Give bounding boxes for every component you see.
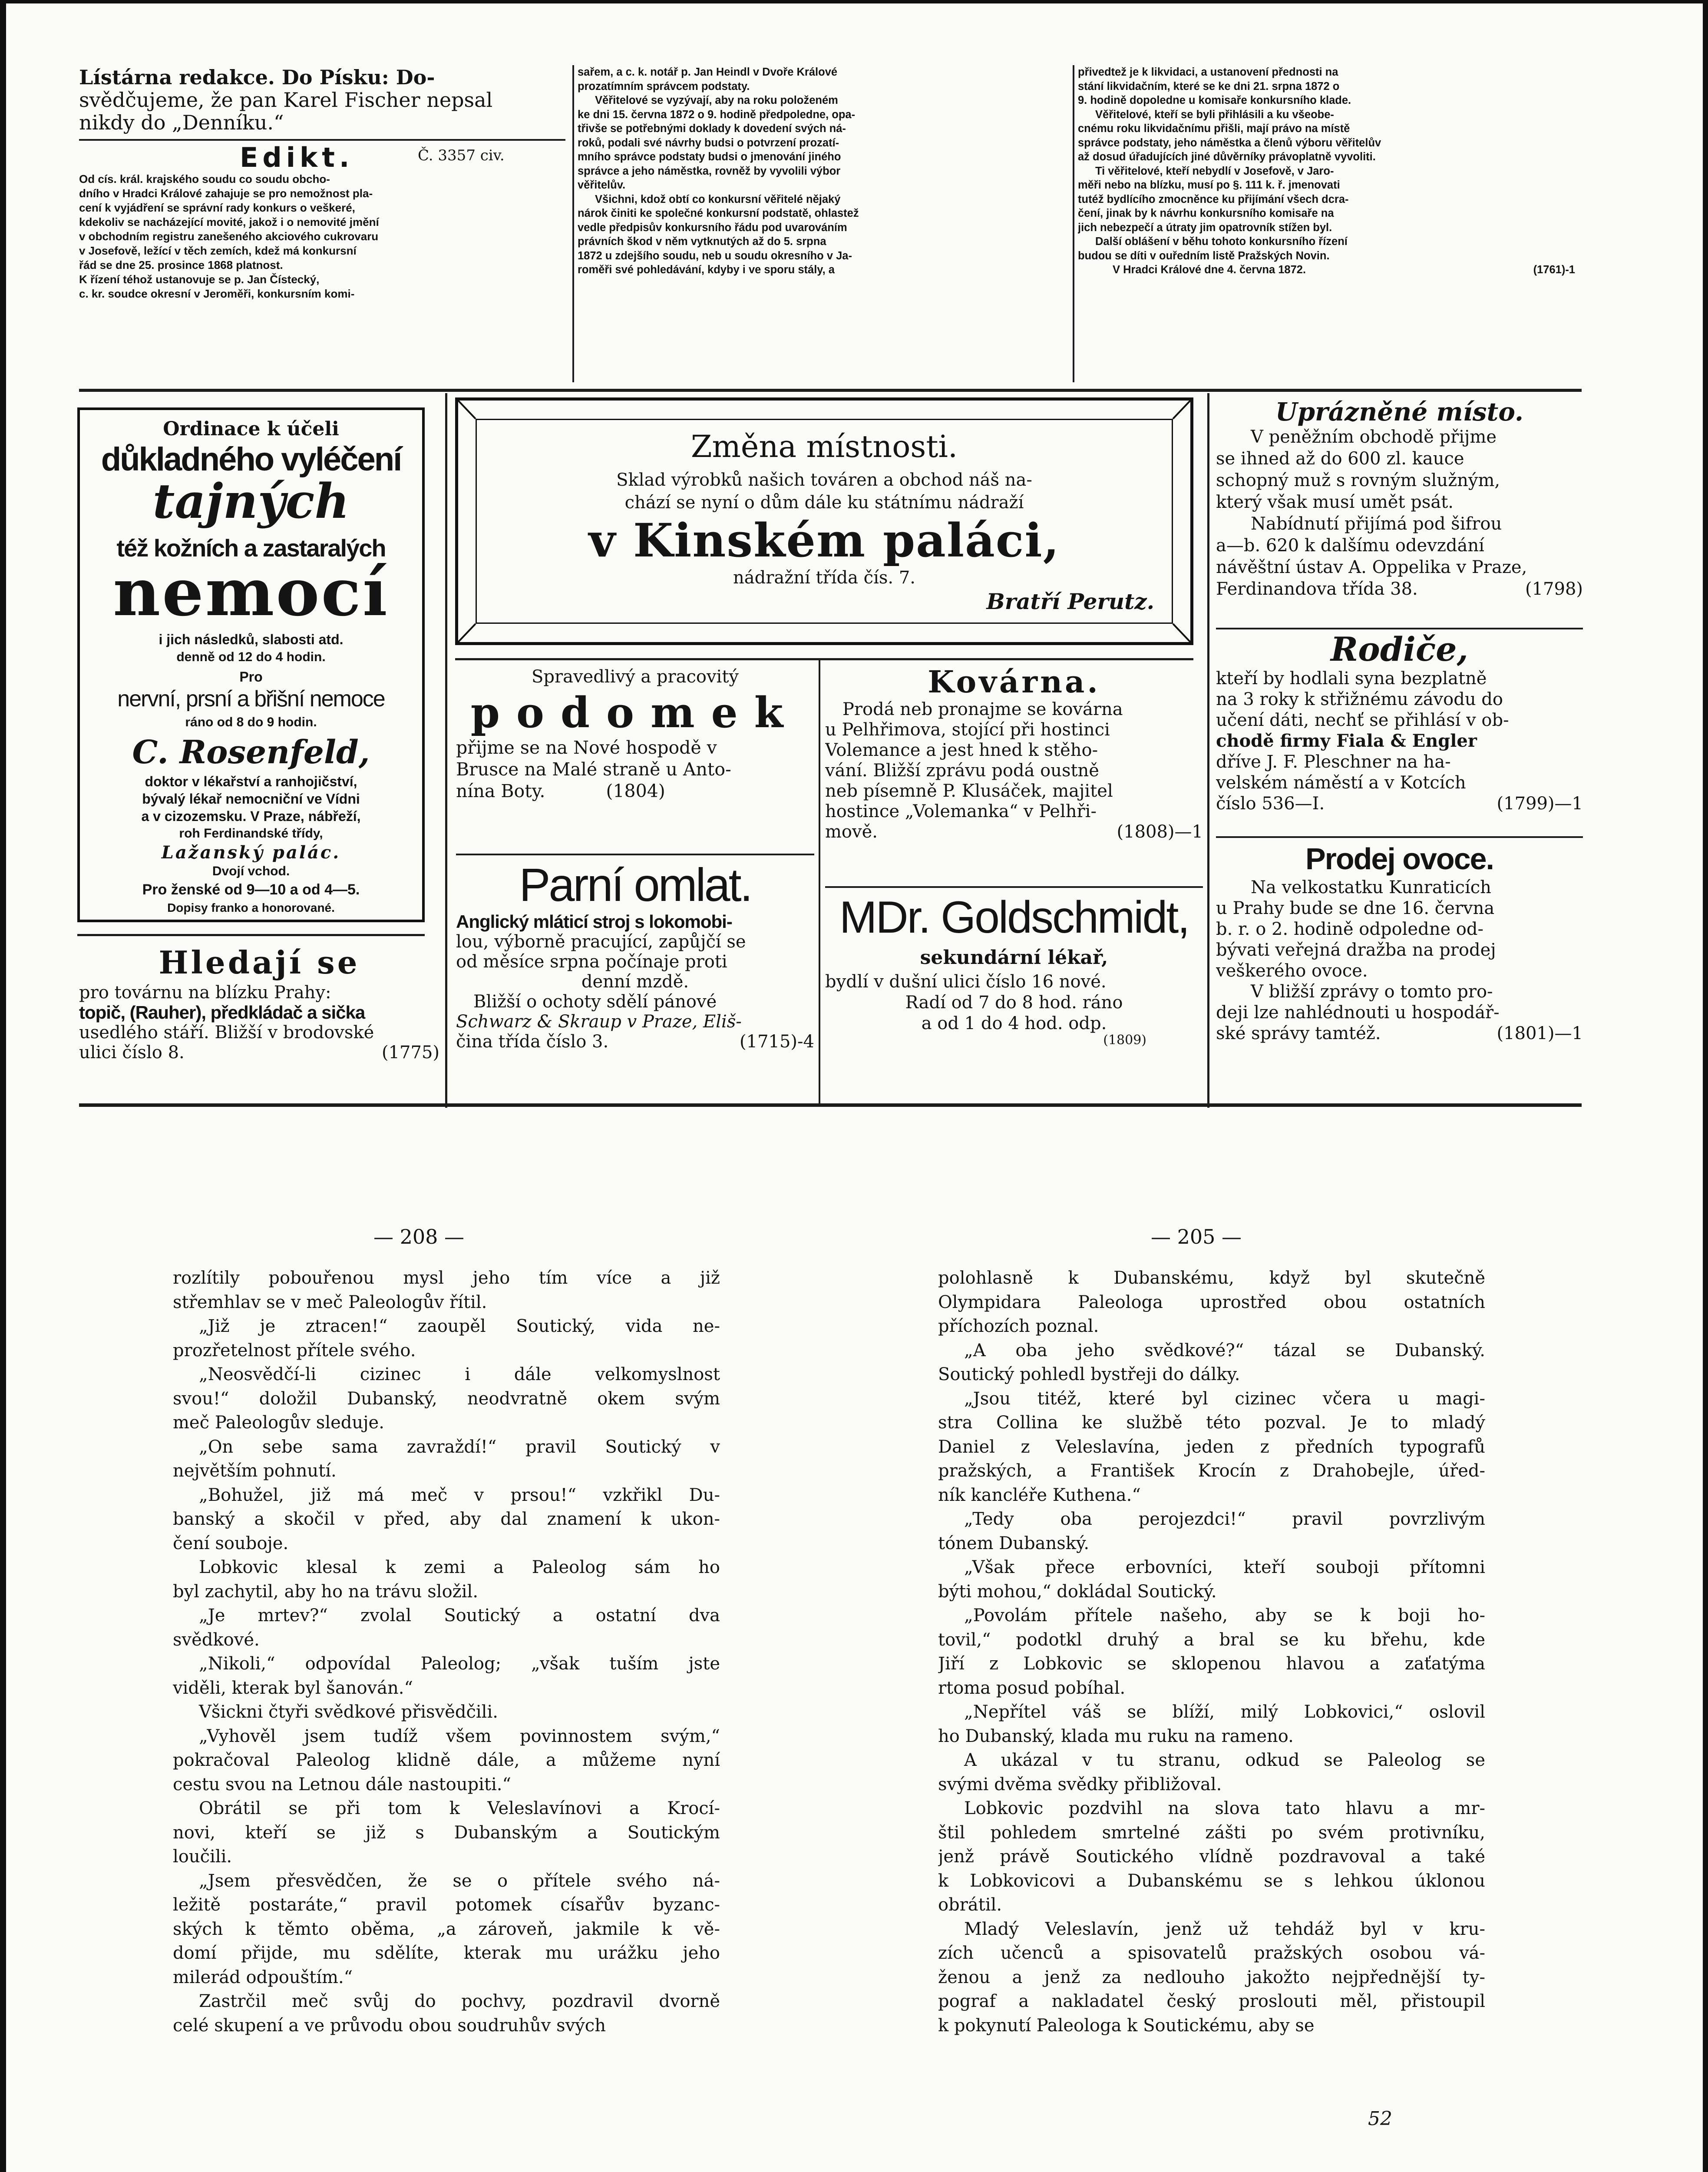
ordinace-line: nemocí — [113, 554, 389, 631]
misto-title: Uprázněné místo. — [1275, 397, 1524, 427]
text-line: milerád odpouštím.“ — [173, 1967, 353, 1987]
konkurs-line: prozatímním správcem podstaty. — [578, 80, 750, 93]
text-line: čení souboje. — [173, 1533, 289, 1553]
text-line: „Již je ztracen!“ zaoupěl Soutický, vida ne- — [199, 1316, 720, 1336]
ad-number: (1715)-4 — [740, 1032, 814, 1052]
text-line: viděli, kterak byl šanován.“ — [173, 1678, 413, 1698]
rule — [456, 854, 814, 855]
kovarna-line: vání. Bližší zprávu podá oustně — [825, 761, 1099, 781]
text-line: „Nepřítel váš se blíží, milý Lobkovici,“ oslovil — [964, 1702, 1485, 1722]
omlat-line: denní mzdě. — [581, 972, 689, 992]
text-line: zích učenců a spisovatelů pražských osobou vá- — [938, 1943, 1485, 1963]
text-line: „On sebe sama zavraždí!“ pravil Soutický v — [199, 1437, 720, 1457]
text-line: střemhlav se v meč Paleologův řítil. — [173, 1292, 487, 1312]
omlat-title: Parní omlat. — [519, 858, 751, 911]
text-line: domí přijde, mu sdělíte, kterak mu urážku jeho — [173, 1943, 720, 1963]
konkurs-line: roků, podali své návrhy budsi o potvrzení prozatí- — [578, 136, 839, 149]
ovoce-line: bývati veřejná dražba na prodej — [1216, 940, 1496, 960]
ad-number: (1801)—1 — [1497, 1023, 1583, 1043]
konkurs-line: Další oblášení v běhu tohoto konkursního řízení — [1095, 235, 1348, 248]
misto-line: se ihned až do 600 zl. kauce — [1216, 449, 1464, 469]
konkurs-line: cnému roku likvidačnímu přišli, mají právo na místě — [1078, 123, 1350, 135]
text-line: Všickni čtyři svědkové přisvědčili. — [199, 1702, 498, 1722]
text-line: pražských, a František Krocín z Drahobejle, úřed- — [938, 1461, 1485, 1481]
page-number-right-wrap — [934, 1225, 1542, 1251]
text-line: k Lobkovicovi a Dubanskému se s lehkou úklonou — [938, 1871, 1485, 1891]
text-line: rozlítily pobouřenou mysl jeho tím více a již — [173, 1268, 720, 1288]
ad-ovoce — [1216, 841, 1583, 1101]
ordinace-line: nervní, prsní a břišní nemoce — [117, 686, 385, 712]
kovarna-line: u Pelhřimova, stojící při hostinci — [825, 720, 1110, 740]
konkurs-line: sařem, a c. k. notář p. Jan Heindl v Dvoře Králové — [578, 66, 838, 78]
ordinace-doctor-name: C. Rosenfeld, — [132, 734, 370, 771]
zmena-line: nádražní třída čís. 7. — [733, 568, 915, 588]
page-number: — 208 — — [373, 1225, 465, 1248]
edikt-line: řád se dne 25. prosince 1868 platnost. — [79, 258, 283, 272]
goldschmidt-title: MDr. Goldschmidt, — [839, 892, 1189, 943]
text-line: Obrátil se při tom k Veleslavínovi a Krocí- — [199, 1798, 720, 1818]
misto-line: Ferdinandova třída 38. — [1216, 579, 1418, 599]
zmena-big: v Kinském paláci, — [588, 513, 1060, 567]
text-line: Zastrčil meč svůj do pochvy, pozdravil dvorně — [199, 1991, 720, 2011]
goldschmidt-line: bydlí v dušní ulici číslo 16 nové. — [825, 972, 1107, 992]
konkurs-line: Všichni, kdož obtí co konkursní věřitelé nějaký — [595, 193, 841, 205]
zmena-line: chází se nyní o dům dále ku státnímu nádraží — [624, 493, 1024, 513]
konkurs-line: tutéž bydlícího zmocněnce ku přijímání všech dcra- — [1078, 193, 1349, 205]
text-line: pograf a nakladatel český proslouti měl, přistoupil — [938, 1991, 1485, 2011]
edikt-line: cení k vyjádření se správní rady konkurs o veškeré, — [79, 201, 355, 214]
text-line: ských k těmto oběma, „a zároveň, jakmile k vě- — [173, 1919, 720, 1939]
text-line: „Je mrtev?“ zvolal Soutický a ostatní dva — [199, 1606, 720, 1626]
edikt-line: K řízení téhož ustanovuje se p. Jan Čístecký, — [79, 273, 320, 286]
edikt-line: dního v Hradci Králové zahajuje se pro nemožnost pla- — [79, 187, 373, 200]
text-line: největším pohnutí. — [173, 1461, 337, 1481]
ovoce-line: ské správy tamtéž. — [1216, 1023, 1381, 1043]
konkurs-line: měři nebo na blízku, musí po §. 111 k. ř. jmenovati — [1078, 179, 1340, 191]
goldschmidt-line: Radí od 7 do 8 hod. ráno — [905, 993, 1123, 1013]
rodice-line: učení dáti, nechť se přihlásí v ob- — [1216, 710, 1509, 730]
text-line: „Však přece erbovníci, kteří souboji přítomni — [964, 1557, 1485, 1577]
ad-podomek — [456, 665, 814, 864]
col1-top — [79, 66, 565, 387]
edikt-line: c. kr. soudce okresní v Jeroměři, konkursním komi- — [79, 287, 355, 300]
rodice-title: Rodiče, — [1331, 631, 1468, 669]
hledaji-line: usedlého stáří. Bližší v brodovské — [79, 1023, 374, 1043]
text-line: tovil,“ podotkl druhý a bral se ku břehu, kde — [938, 1629, 1485, 1650]
konkurs-line: roměři své pohledávání, kdyby i ve sporu stály, a — [578, 264, 835, 276]
rule — [1216, 628, 1583, 629]
edikt-number: Č. 3357 civ. — [418, 147, 505, 164]
omlat-line: od měsíce srpna počínaje proti — [456, 952, 727, 972]
konkurs-line: třivše se potřebnými doklady k dovedení svých ná- — [578, 123, 846, 135]
podomek-line: Brusce na Malé straně u Anto- — [456, 759, 731, 780]
ordinace-line: roh Ferdinandské třídy, — [179, 826, 323, 841]
misto-line: návěštní ústav A. Oppelika v Praze, — [1216, 557, 1527, 577]
col3-top — [1078, 65, 1575, 387]
text-line: banský a skočil v před, aby dal znamení k ukon- — [173, 1509, 720, 1529]
konkurs-line: budou se díti v ouředním listě Pražských Novin. — [1078, 249, 1330, 262]
omlat-line: čina třída číslo 3. — [456, 1032, 609, 1052]
ordinace-line: Pro — [239, 669, 263, 685]
listarna-line: Lístárna redakce. Do Písku: Do- — [79, 66, 435, 89]
text-line: ležitě postaráte,“ pravil potomek císařův byzanc- — [173, 1895, 720, 1915]
ad-number: (1761)-1 — [1533, 264, 1575, 276]
konkurs-date: V Hradci Králové dne 4. června 1872. — [1113, 264, 1306, 276]
konkurs-line: 9. hodině dopoledne u komisaře konkursního klade. — [1078, 94, 1351, 106]
ovoce-line: V bližší zprávy o tomto pro- — [1251, 982, 1493, 1002]
zmena-line: Sklad výrobků našich továren a obchod náš na- — [616, 470, 1032, 490]
text-line: býti mohou,“ dokládal Soutický. — [938, 1581, 1217, 1602]
column-rule — [572, 65, 574, 382]
konkurs-line: správce a jeho náměstka, rovněž by vyvolili výbor — [578, 165, 841, 177]
text-line: prozřetelnost přítele svého. — [173, 1340, 416, 1361]
ad-column-rule — [445, 393, 447, 1108]
text-line: obrátil. — [938, 1895, 1002, 1915]
text-line: „Nikoli,“ odpovídal Paleolog; „však tuším jste — [199, 1654, 720, 1674]
konkurs-line: Ti věřitelové, kteří nebydlí v Josefově, v Jaro- — [1095, 165, 1334, 177]
konkurs-line: 1872 u zdejšího soudu, neb u soudu okresního v Ja- — [578, 249, 852, 262]
ovoce-title: Prodej ovoce. — [1305, 842, 1494, 876]
text-line: ženou a jenž za nedlouho jakožto nejpřednější ty- — [938, 1967, 1485, 1987]
rodice-line: na 3 roky k střižnému závodu do — [1216, 689, 1503, 709]
text-line: ník kancléře Kuthena.“ — [938, 1485, 1141, 1505]
ad-column-rule — [819, 660, 820, 1106]
text-line: štil pohledem smrtelné zášti po svém protivníku, — [938, 1822, 1485, 1843]
text-line: Soutický pohledl bystřeji do dálky. — [938, 1364, 1240, 1384]
book-page-right — [938, 1266, 1485, 2172]
text-line: jenž právě Soutického vlídně pozdravoval a také — [938, 1847, 1485, 1867]
scan-edge-left — [0, 0, 6, 2172]
misto-line: Nabídnutí přijímá pod šifrou — [1251, 514, 1502, 534]
listarna-line: svědčujeme, že pan Karel Fischer nepsal — [79, 88, 493, 112]
konkurs-line: právních škod v něm vytknutých až do 5. srpna — [578, 235, 826, 248]
text-line: „Povolám přítele našeho, aby se k boji ho- — [964, 1606, 1485, 1626]
scan-edge-top — [0, 0, 1708, 3]
text-line: Olympidara Paleologa uprostřed obou ostatních — [938, 1292, 1485, 1312]
konkurs-line: věřitelův. — [578, 179, 626, 191]
text-line: byl zachytil, aby ho na trávu složil. — [173, 1581, 479, 1602]
konkurs-line: mního správce podstaty budsi o jmenování jiného — [578, 151, 841, 163]
scan-edge-right — [1703, 0, 1708, 2172]
page-number-left-wrap — [165, 1225, 773, 1251]
text-line: Mladý Veleslavín, jenž už tehdáž byl v kru- — [964, 1919, 1485, 1939]
ad-number: (1804) — [606, 781, 665, 801]
podomek-big: podomek — [470, 688, 800, 737]
hledaji-line: ulici číslo 8. — [79, 1043, 185, 1063]
kovarna-line: hostince „Volemanka“ v Pelhři- — [825, 801, 1097, 821]
kovarna-line: Prodá neb pronajme se kovárna — [842, 699, 1123, 719]
listarna-line: nikdy do „Denníku.“ — [79, 111, 284, 134]
ovoce-line: Na velkostatku Kunraticích — [1251, 877, 1491, 897]
podomek-line: Spravedlivý a pracovitý — [531, 667, 739, 687]
konkurs-line: vedle předpisův konkursního řádu pod uvarováním — [578, 221, 847, 234]
ordinace-line: Dopisy franko a honorované. — [167, 901, 335, 914]
goldschmidt-sub: sekundární lékař, — [920, 947, 1108, 969]
konkurs-line: nárok činiti ke společné konkursní podstatě, ohlastež — [578, 207, 859, 219]
kovarna-line: Volemance a jest hned k stěho- — [825, 740, 1098, 760]
hledaji-line: topič, (Rauher), předkládač a sička — [79, 1002, 365, 1023]
page-number: — 205 — — [1151, 1225, 1242, 1248]
edikt-line: Od cís. král. krajského soudu co soudu obcho- — [79, 172, 330, 185]
text-line: „Jsem přesvědčen, že se o přítele svého ná- — [199, 1871, 720, 1891]
ad-misto — [1216, 397, 1583, 634]
rodice-line: velském náměstí a v Kotcích — [1216, 773, 1466, 793]
text-line: meč Paleologův sleduje. — [173, 1413, 384, 1433]
ordinace-line: a v cizozemsku. V Praze, nábřeží, — [141, 808, 361, 824]
text-line: loučili. — [173, 1847, 232, 1867]
rule — [455, 658, 1193, 660]
text-line: tónem Dubanský. — [938, 1533, 1090, 1553]
text-line: Daniel z Veleslavína, jeden z předních typografů — [938, 1437, 1485, 1457]
text-line: ho Dubanský, klada mu ruku na rameno. — [938, 1726, 1294, 1746]
rodice-line: chodě firmy Fiala & Engler — [1216, 731, 1477, 751]
misto-line: a—b. 620 k dalšímu odevzdání — [1216, 536, 1484, 556]
signature-mark: 52 — [1368, 2108, 1392, 2130]
misto-line: který však musí umět psát. — [1216, 492, 1454, 512]
ordinace-line: i jich následků, slabosti atd. — [159, 632, 344, 647]
rodice-line: kteří by hodlali syna bezplatně — [1216, 669, 1487, 689]
konkurs-line: ke dni 15. června 1872 o 9. hodině předpoledne, opa- — [578, 108, 856, 121]
rule — [77, 934, 425, 936]
ad-column-rule — [1207, 393, 1209, 1108]
ordinace-line: Dvojí vchod. — [212, 864, 290, 878]
omlat-line: lou, výborně pracující, zapůjčí se — [456, 932, 746, 952]
zmena-title: Změna místnosti. — [690, 429, 958, 464]
konkurs-line: Věřitelové se vyzývají, aby na roku položeném — [595, 94, 838, 106]
text-line: Lobkovic pozdvihl na slova tato hlavu a mr- — [964, 1798, 1485, 1818]
col2-top — [578, 65, 1068, 387]
rule — [1216, 836, 1583, 838]
ordinace-line: bývalý lékař nemocniční ve Vídni — [142, 791, 360, 807]
edikt-body — [79, 172, 565, 301]
text-line: „Neosvědčí-li cizinec i dále velkomyslnost — [199, 1364, 720, 1384]
text-line: svou!“ doložil Dubanský, neodvratně okem svým — [173, 1388, 720, 1409]
text-line: „Bohužel, již má meč v prsou!“ vzkřikl Du- — [199, 1485, 720, 1505]
ordinace-line: denně od 12 do 4 hodin. — [176, 650, 326, 664]
podomek-line: přijme se na Nové hospodě v — [456, 737, 717, 758]
ordinace-line: ráno od 8 do 9 hodin. — [185, 715, 317, 729]
konkurs-line: správce podstaty, jeho náměstka a členů výboru věřitelův — [1078, 136, 1381, 149]
text-line: celé skupení a ve průvodu obou soudruhův svých — [173, 2015, 606, 2036]
ad-kovarna — [825, 665, 1203, 882]
frame-corner-lines — [458, 401, 1190, 642]
konkurs-line: až dosud úřadujících jiné důvěrníky právoplatně vyvoliti. — [1078, 151, 1376, 163]
text-line: svědkové. — [173, 1629, 260, 1650]
ad-number: (1808)—1 — [1117, 822, 1203, 842]
rodice-line: dříve J. F. Pleschner na ha- — [1216, 752, 1451, 772]
column-rule — [1073, 65, 1074, 382]
text-line: pokračoval Paleolog klidně dále, a můžeme nyní — [173, 1750, 720, 1770]
ad-number: (1798) — [1525, 579, 1583, 599]
edikt-line: kdekoliv se nacházející movité, jakož i o nemovité jmění — [79, 215, 379, 228]
ad-omlat — [456, 858, 814, 1101]
konkurs-line: stání likvidačním, které se ke dni 21. srpna 1872 o — [1078, 80, 1340, 93]
ovoce-line: b. r. o 2. hodině odpoledne od- — [1216, 919, 1484, 939]
ad-ordinace — [77, 407, 425, 922]
ordinace-line: Ordinace k účeli — [163, 418, 339, 440]
konkurs-line: jich nebezpečí a útraty jim opatrovník stížen byl. — [1078, 221, 1332, 234]
ovoce-line: deji lze nahlédnouti u hospodář- — [1216, 1003, 1500, 1023]
ordinace-line: Pro ženské od 9—10 a od 4—5. — [142, 881, 360, 898]
ad-number: (1799)—1 — [1497, 794, 1583, 814]
ordinace-line: důkladného vyléčení — [101, 441, 401, 478]
text-line: „Jsou titéž, které byl cizinec včera u magi- — [964, 1388, 1485, 1409]
ad-number: (1809) — [1103, 1033, 1146, 1048]
ordinace-line: tajných — [152, 473, 350, 529]
book-page-left — [173, 1266, 720, 2172]
kovarna-line: mově. — [825, 822, 878, 842]
ad-number: (1775) — [381, 1043, 439, 1063]
ad-hledaji — [79, 943, 439, 1086]
rule — [825, 886, 1203, 888]
hledaji-title: Hledají se — [159, 944, 360, 981]
konkurs-line: přivedtež je k likvidaci, a ustanovení přednosti na — [1078, 66, 1338, 78]
kovarna-title: Kovárna. — [928, 665, 1100, 700]
konkurs-line: Věřitelové, kteří se byli přihlásili a ku všeobe- — [1095, 108, 1334, 121]
ordinace-line: doktor v lékařství a ranhojičství, — [145, 774, 357, 789]
konkurs-line: čení, jinak by k návrhu konkursního komisaře na — [1078, 207, 1334, 219]
text-line: A ukázal v tu stranu, odkud se Paleolog se — [964, 1750, 1485, 1770]
misto-line: schopný muž s rovným služným, — [1216, 470, 1500, 490]
text-line: svými dvěma svědky přibližoval. — [938, 1774, 1222, 1795]
text-line: novi, kteří se již s Dubanským a Soutickým — [173, 1822, 720, 1843]
zmena-signature: Bratří Perutz. — [986, 589, 1154, 614]
section-rule — [79, 1103, 1582, 1107]
text-line: cestu svou na Letnou dále nastoupiti.“ — [173, 1774, 511, 1795]
rodice-line: číslo 536—I. — [1216, 794, 1325, 814]
podomek-line: nína Boty. — [456, 781, 545, 801]
text-line: Jiří z Lobkovic se sklopenou hlavou a zaťatýma — [938, 1654, 1485, 1674]
misto-line: V peněžním obchodě přijme — [1251, 427, 1497, 447]
section-rule — [79, 389, 1582, 392]
hledaji-line: pro továrnu na blízku Prahy: — [79, 983, 331, 1003]
text-line: stra Collina ke službě této pozval. Je to mladý — [938, 1413, 1485, 1433]
text-line: Lobkovic klesal k zemi a Paleolog sám ho — [199, 1557, 720, 1577]
kovarna-line: neb písemně P. Klusáček, majitel — [825, 781, 1113, 801]
ad-rodice — [1216, 631, 1583, 839]
ovoce-line: veškerého ovoce. — [1216, 961, 1368, 981]
edikt-line: v obchodním registru zanešeného akciového cukrovaru — [79, 230, 379, 243]
text-line: polohlasně k Dubanskému, když byl skutečně — [938, 1268, 1485, 1288]
listarna-notice — [79, 66, 565, 134]
omlat-line: Bližší o ochoty sdělí pánové — [473, 992, 717, 1012]
text-line: „Vyhověl jsem tudíž všem povinnostem svým,“ — [199, 1726, 720, 1746]
goldschmidt-line: a od 1 do 4 hod. odp. — [921, 1013, 1107, 1033]
ovoce-line: u Prahy bude se dne 16. června — [1216, 898, 1495, 918]
omlat-line: Schwarz & Skraup v Praze, Eliš- — [456, 1012, 742, 1032]
text-line: rtoma posud pobíhal. — [938, 1678, 1126, 1698]
text-line: „Tedy oba perojezdci!“ pravil povrzlivým — [964, 1509, 1485, 1529]
ad-goldschmidt — [825, 891, 1203, 1099]
text-line: k pokynutí Paleologa k Soutickému, aby se — [938, 2015, 1315, 2036]
text-line: „A oba jeho svědkové?“ tázal se Dubanský. — [964, 1340, 1485, 1361]
edikt-line: v Josefově, ležící v těch zemích, kdež má konkursní — [79, 244, 357, 257]
ordinace-line: též kožních a zastaralých — [116, 534, 386, 562]
ad-zmena — [455, 397, 1193, 645]
edikt-title: Edikt. — [240, 142, 354, 173]
text-line: příchozích poznal. — [938, 1316, 1099, 1336]
ordinace-line: Lažanský palác. — [161, 842, 341, 863]
omlat-line: Anglický mláticí stroj s lokomobi- — [456, 911, 732, 932]
